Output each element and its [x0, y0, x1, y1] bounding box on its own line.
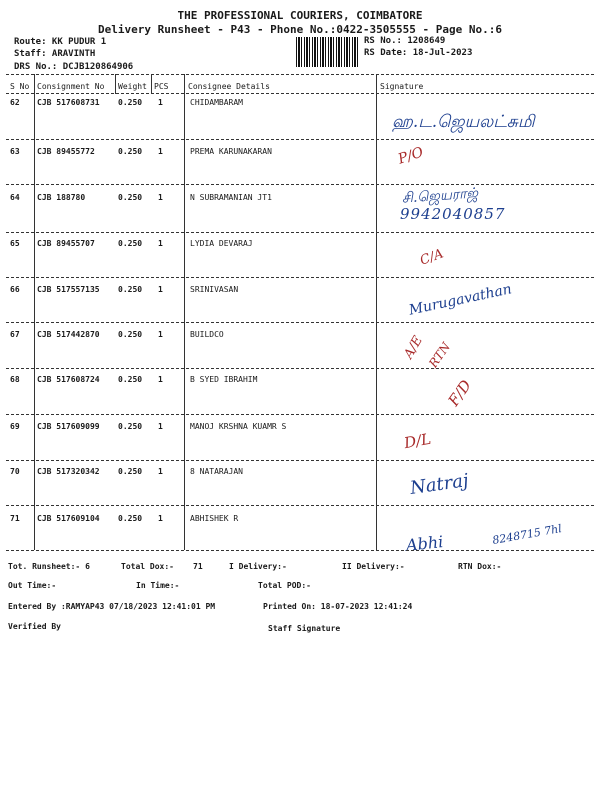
- rtn-dox: RTN Dox:-: [458, 562, 502, 571]
- total-pod: Total POD:-: [258, 581, 311, 590]
- row-consignee: B SYED IBRAHIM: [190, 375, 258, 384]
- row-consignment: CJB 517609099: [37, 422, 100, 431]
- row-signature: Abhi: [405, 532, 445, 555]
- row-weight: 0.250: [118, 98, 143, 107]
- row-rule: [6, 322, 594, 323]
- row-signature-phone: 8248715 7hl: [491, 522, 563, 547]
- col-header-consignment: Consignment No: [37, 82, 105, 91]
- row-consignment: CJB 517608731: [37, 98, 100, 107]
- row-pcs: 1: [158, 147, 163, 156]
- row-sno: 62: [10, 98, 20, 107]
- row-signature: Natraj: [408, 470, 470, 499]
- row-pcs: 1: [158, 467, 163, 476]
- row-sno: 69: [10, 422, 20, 431]
- row-rule: [6, 139, 594, 140]
- row-consignee: BUILDCO: [190, 330, 224, 339]
- row-pcs: 1: [158, 285, 163, 294]
- row-rule: [6, 414, 594, 415]
- row-signature: ஹ.ட.ஜெயலட்சுமி: [392, 112, 535, 132]
- verified-by: Verified By: [8, 622, 61, 631]
- row-weight: 0.250: [118, 239, 143, 248]
- company-title: THE PROFESSIONAL COURIERS, COIMBATORE: [177, 9, 423, 22]
- row-rule: [6, 184, 594, 185]
- weight-divider: [151, 74, 152, 94]
- row-signature-rtn: RTN: [426, 339, 454, 371]
- row-signature-phone: 9942040857: [400, 205, 506, 223]
- rs-no-label: RS No.: 1208649: [364, 36, 446, 46]
- barcode-image: [296, 37, 360, 67]
- row-consignment: CJB 517557135: [37, 285, 100, 294]
- row-pcs: 1: [158, 330, 163, 339]
- row-consignee: SRINIVASAN: [190, 285, 239, 294]
- table-top-rule: [6, 74, 594, 75]
- row-consignment: CJB 517442870: [37, 330, 100, 339]
- row-weight: 0.250: [118, 193, 143, 202]
- row-weight: 0.250: [118, 467, 143, 476]
- row-consignee: MANOJ KRSHNA KUAMR S: [190, 422, 287, 431]
- row-consignee: LYDIA DEVARAJ: [190, 239, 253, 248]
- row-weight: 0.250: [118, 147, 143, 156]
- row-consignee: CHIDAMBARAM: [190, 98, 243, 107]
- row-rule: [6, 232, 594, 233]
- row-consignee: 8 NATARAJAN: [190, 467, 243, 476]
- row-pcs: 1: [158, 514, 163, 523]
- drs-label: DRS No.: DCJB120864906: [14, 62, 134, 72]
- row-weight: 0.250: [118, 422, 143, 431]
- row-sno: 68: [10, 375, 20, 384]
- col-header-signature: Signature: [380, 82, 424, 91]
- row-weight: 0.250: [118, 375, 143, 384]
- row-consignment: CJB 89455707: [37, 239, 95, 248]
- row-pcs: 1: [158, 375, 163, 384]
- row-sno: 65: [10, 239, 20, 248]
- row-weight: 0.250: [118, 285, 143, 294]
- row-consignment: CJB 517609104: [37, 514, 100, 523]
- signature-column-divider: [376, 74, 377, 550]
- total-dox-value: 71: [193, 562, 203, 571]
- row-consignment: CJB 89455772: [37, 147, 95, 156]
- entered-by: Entered By :RAMYAP43 07/18/2023 12:41:01 PM: [8, 602, 216, 611]
- row-pcs: 1: [158, 422, 163, 431]
- table-bottom-rule: [6, 550, 594, 551]
- row-pcs: 1: [158, 98, 163, 107]
- col-header-consignee: Consignee Details: [188, 82, 270, 91]
- sno-divider: [34, 74, 35, 550]
- row-sno: 64: [10, 193, 20, 202]
- row-consignee: PREMA KARUNAKARAN: [190, 147, 272, 156]
- out-time: Out Time:-: [8, 581, 57, 590]
- row-sno: 63: [10, 147, 20, 156]
- tot-runsheet: Tot. Runsheet:- 6: [8, 562, 90, 571]
- row-rule: [6, 505, 594, 506]
- header-rule: [6, 93, 594, 94]
- row-signature: சி.ஜெயராஜ்: [401, 185, 479, 207]
- col-header-sno: S No: [10, 82, 30, 91]
- staff-label: Staff: ARAVINTH: [14, 49, 96, 59]
- row-consignee: ABHISHEK R: [190, 514, 239, 523]
- row-consignment: CJB 517320342: [37, 467, 100, 476]
- row-pcs: 1: [158, 239, 163, 248]
- row-sno: 67: [10, 330, 20, 339]
- row-consignment: CJB 517608724: [37, 375, 100, 384]
- row-consignment: CJB 188780: [37, 193, 86, 202]
- row-signature: Murugavathan: [407, 281, 514, 319]
- row-rule: [6, 277, 594, 278]
- col-header-weight: Weight: [118, 82, 147, 91]
- row-signature: C/A: [418, 246, 446, 269]
- runsheet-title: Delivery Runsheet - P43 - Phone No.:0422-3505555 - Page No.:6: [98, 23, 502, 36]
- row-signature: A/E: [401, 333, 426, 362]
- ii-delivery: II Delivery:-: [342, 562, 405, 571]
- row-sno: 70: [10, 467, 20, 476]
- row-pcs: 1: [158, 193, 163, 202]
- i-delivery: I Delivery:-: [229, 562, 287, 571]
- row-signature: P/O: [396, 144, 426, 168]
- staff-signature: Staff Signature: [268, 624, 341, 633]
- row-sno: 66: [10, 285, 20, 294]
- row-signature: F/D: [444, 376, 476, 410]
- total-dox-label: Total Dox:-: [121, 562, 174, 571]
- row-rule: [6, 460, 594, 461]
- row-weight: 0.250: [118, 514, 143, 523]
- row-consignee: N SUBRAMANIAN JT1: [190, 193, 272, 202]
- route-label: Route: KK PUDUR 1: [14, 37, 107, 47]
- row-sno: 71: [10, 514, 20, 523]
- cons-divider: [115, 74, 116, 94]
- col-header-pcs: PCS: [154, 82, 169, 91]
- pcs-divider: [184, 74, 185, 550]
- printed-on: Printed On: 18-07-2023 12:41:24: [263, 602, 413, 611]
- rs-date-label: RS Date: 18-Jul-2023: [364, 48, 473, 58]
- row-weight: 0.250: [118, 330, 143, 339]
- in-time: In Time:-: [136, 581, 180, 590]
- row-signature: D/L: [402, 429, 433, 453]
- row-rule: [6, 368, 594, 369]
